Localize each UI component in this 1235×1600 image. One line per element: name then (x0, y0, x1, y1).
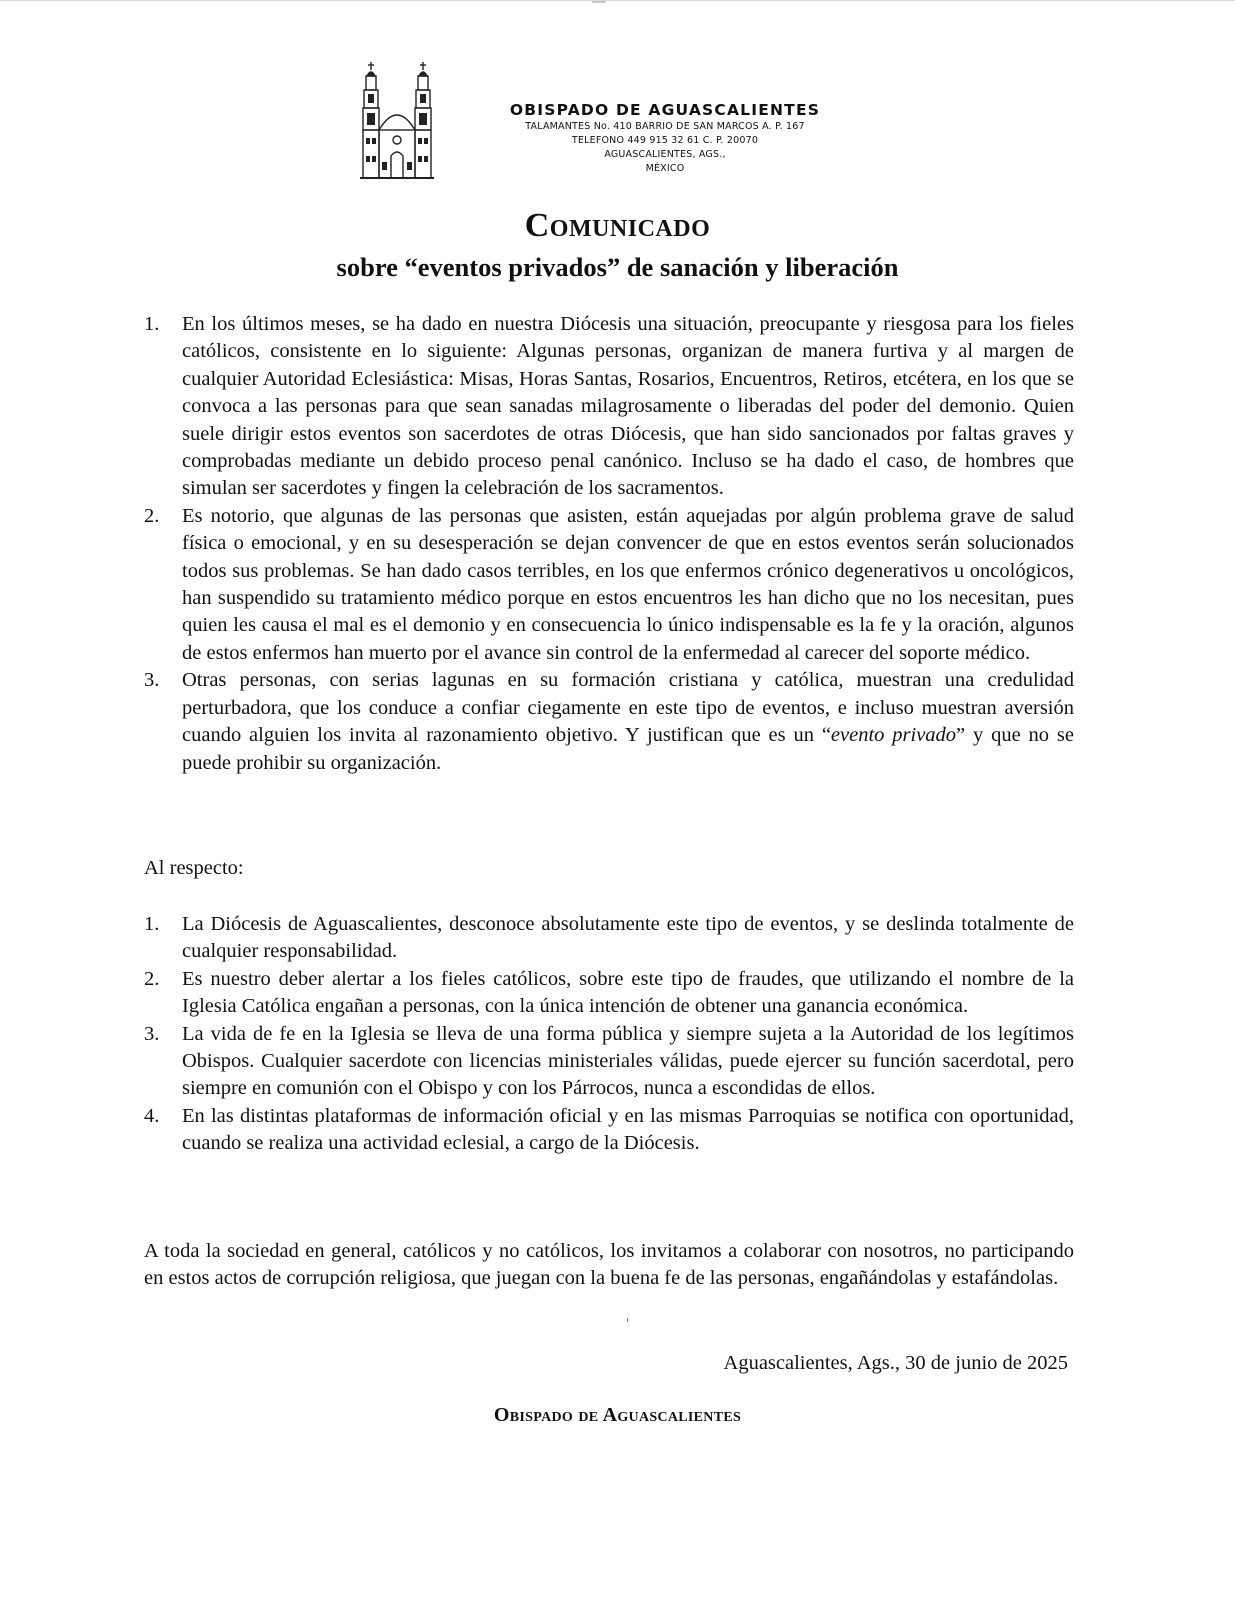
closing-paragraph: A toda la sociedad en general, católicos y no católicos, los invitamos a colaborar con nosotros, no participando en estos actos de corrupción religiosa, que juegan con la buena fe de las personas, engañándolas y estafándolas. (144, 1240, 1074, 1290)
section-intro: Al respecto: (144, 857, 244, 879)
list-item (144, 311, 1074, 503)
letterhead-phone: TELEFONO 449 915 32 61 C. P. 20070 (571, 135, 759, 146)
list-item (144, 966, 1074, 1021)
list-item (144, 667, 1074, 777)
item-text: Es notorio, que algunas de las personas que asisten, están aquejadas por algún problema grave de salud física o emocional, y en su desesperación se dejan convencer de que en estos eventos serán solucionados todos sus problemas. Se han dado casos terribles, en los que enfermos crónico degenerativos u oncológicos, han suspendido su tratamiento médico porque en estos encuentros les han dicho que no los necesitan, pues quien les causa el mal es el demonio y en consecuencia lo único indispensable es la fe y la oración, algunos de estos enfermos han muerto por el avance sin control de la enfermedad al carecer del soporte médico. (182, 504, 1074, 664)
item-text: En las distintas plataformas de información oficial y en las mismas Parroquias se notifica con oportunidad, cuando se realiza una actividad eclesial, a cargo de la Diócesis. (182, 1104, 1074, 1155)
document-subtitle: sobre “eventos privados” de sanación y liberación (336, 252, 899, 282)
cathedral-logo-icon (360, 60, 434, 182)
response-list (144, 911, 1074, 1158)
document-title: Comunicado (524, 207, 711, 244)
item-number: 2. (144, 504, 160, 527)
letterhead-city: AGUASCALIENTES, AGS., (604, 149, 726, 160)
item-number: 3. (144, 669, 160, 692)
scan-mark (592, 1, 606, 3)
item-text: Es nuestro deber alertar a los fieles católicos, sobre este tipo de fraudes, que utilizando el nombre de la Iglesia Católica engañan a personas, con la única intención de obtener una ganancia económica. (182, 967, 1074, 1018)
letterhead-country: MÉXICO (645, 163, 685, 174)
list-item (144, 1021, 1074, 1103)
item-number: 4. (144, 1104, 160, 1127)
item-text: La vida de fe en la Iglesia se lleva de una forma pública y siempre sujeta a la Autoridad de los legítimos Obispos. Cualquier sacerdote con licencias ministeriales válidas, puede ejercer su función sacerdotal, pero siempre en comunión con el Obispo y con los Párrocos, nunca a escondidas de ellos. (182, 1022, 1074, 1100)
item-text (182, 669, 1074, 773)
scan-edge (0, 0, 1235, 9)
list-item (144, 1103, 1074, 1158)
situation-list (144, 311, 1074, 777)
list-item (144, 503, 1074, 667)
item-text-start: Otras personas, con serias lagunas en su formación cristiana y católica, muestran una credulidad perturbadora, que los conduce a confiar ciegamente en este tipo de eventos, e incluso muestran aversión cuando alguien los invita al razonamiento objetivo. Y justifican que es un “ (182, 669, 1074, 747)
dateline: Aguascalientes, Ags., 30 de junio de 2025 (723, 1352, 1068, 1374)
scan-speck (627, 1318, 628, 1322)
item-text-italic: evento privado (830, 724, 957, 747)
item-text: En los últimos meses, se ha dado en nuestra Diócesis una situación, preocupante y riesgosa para los fieles católicos, consistente en lo siguiente: Algunas personas, organizan de manera furtiva y al margen de cualquier Autoridad Eclesiástica: Misas, Horas Santas, Rosarios, Encuentros, Retiros, etcétera, en los que se convoca a las personas para que sean sanadas milagrosamente o liberadas del poder del demonio. Quien suele dirigir estos eventos son sacerdotes de otras Diócesis, que han sido sancionados por faltas graves y comprobadas mediante un debido proceso penal canónico. Incluso se ha dado el caso, de hombres que simulan ser sacerdotes y fingen la celebración de los sacramentos. (182, 313, 1074, 500)
item-number: 1. (144, 913, 160, 935)
item-text: La Diócesis de Aguascalientes, desconoce absolutamente este tipo de eventos, y se deslinda totalmente de cualquier responsabilidad. (182, 913, 1074, 963)
letterhead (360, 60, 880, 184)
letterhead-name: OBISPADO DE AGUASCALIENTES (509, 101, 821, 119)
item-number: 1. (144, 313, 160, 335)
signature: Obispado de Aguascalientes (493, 1404, 742, 1426)
item-text-end: ” y que no se puede prohibir su organización. (182, 724, 1074, 774)
letterhead-text (470, 100, 860, 176)
item-number: 3. (144, 1022, 160, 1045)
letterhead-address: TALAMANTES No. 410 BARRIO DE SAN MARCOS A. P. 167 (525, 121, 805, 132)
list-item (144, 911, 1074, 966)
item-number: 2. (144, 967, 160, 990)
